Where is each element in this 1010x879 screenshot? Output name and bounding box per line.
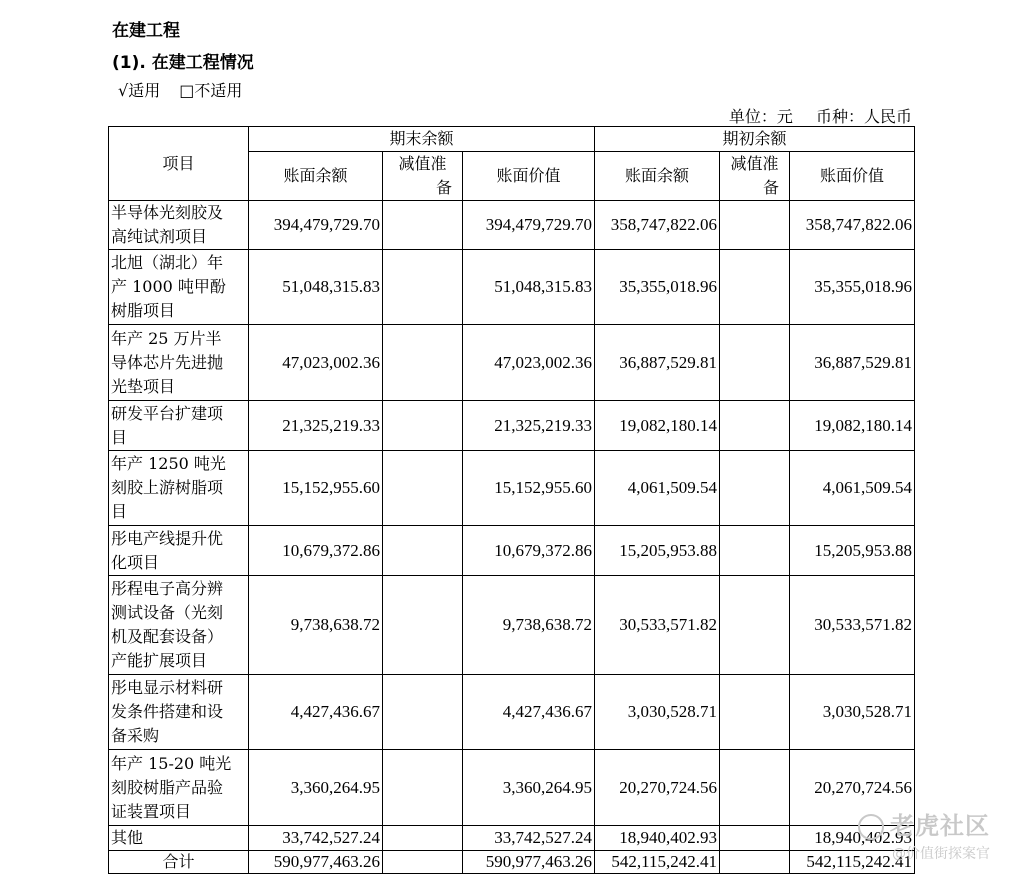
row-end-balance: 10,679,372.86 [249,526,383,576]
total-begin-balance: 542,115,242.41 [595,851,720,874]
row-end-value: 47,023,002.36 [463,325,595,401]
table-row [109,325,915,401]
row-end-value: 10,679,372.86 [463,526,595,576]
row-begin-value: 30,533,571.82 [790,576,915,675]
row-item-name: 彤电显示材料研 发条件搭建和设 备采购 [109,675,249,750]
header-begin-book-value: 账面价值 [790,152,915,201]
row-end-balance: 4,427,436.67 [249,675,383,750]
row-begin-value: 4,061,509.54 [790,451,915,526]
row-end-balance: 51,048,315.83 [249,250,383,325]
row-item-name: 彤电产线提升优 化项目 [109,526,249,576]
total-end-value: 590,977,463.26 [463,851,595,874]
total-row [109,851,915,874]
row-begin-value: 15,205,953.88 [790,526,915,576]
row-end-balance: 47,023,002.36 [249,325,383,401]
row-end-value: 394,479,729.70 [463,201,595,250]
row-item-name: 年产 15-20 吨光 刻胶树脂产品验 证装置项目 [109,750,249,826]
header-end-book-value: 账面价值 [463,152,595,201]
row-begin-value: 20,270,724.56 [790,750,915,826]
table-row [109,576,915,675]
row-end-impairment [383,576,463,675]
subsection-title: (1). 在建工程情况 [112,53,254,73]
row-begin-balance: 35,355,018.96 [595,250,720,325]
row-end-impairment [383,401,463,451]
row-end-impairment [383,750,463,826]
unit-label: 单位：元 [728,107,793,126]
row-end-impairment [383,201,463,250]
row-end-impairment [383,250,463,325]
row-end-impairment [383,675,463,750]
row-end-impairment [383,451,463,526]
row-begin-balance: 18,940,402.93 [595,826,720,851]
row-begin-impairment [720,451,790,526]
total-label: 合计 [109,851,249,874]
applicable-option: √适用 [118,81,161,100]
row-begin-balance: 3,030,528.71 [595,675,720,750]
row-begin-value: 18,940,402.93 [790,826,915,851]
table-row [109,451,915,526]
row-begin-impairment [720,675,790,750]
row-begin-impairment [720,750,790,826]
row-begin-balance: 20,270,724.56 [595,750,720,826]
header-end-book-balance: 账面余额 [249,152,383,201]
row-item-name: 年产 1250 吨光 刻胶上游树脂项 目 [109,451,249,526]
row-begin-impairment [720,576,790,675]
row-begin-impairment [720,250,790,325]
row-item-name: 半导体光刻胶及 高纯试剂项目 [109,201,249,250]
row-begin-balance: 358,747,822.06 [595,201,720,250]
table-row [109,201,915,250]
row-begin-value: 35,355,018.96 [790,250,915,325]
row-begin-value: 3,030,528.71 [790,675,915,750]
row-end-balance: 21,325,219.33 [249,401,383,451]
header-end-impairment: 减值准 备 [383,152,463,201]
row-end-value: 3,360,264.95 [463,750,595,826]
row-begin-value: 358,747,822.06 [790,201,915,250]
row-begin-balance: 30,533,571.82 [595,576,720,675]
row-end-balance: 33,742,527.24 [249,826,383,851]
header-begin-book-balance: 账面余额 [595,152,720,201]
total-begin-impairment [720,851,790,874]
table-row [109,401,915,451]
header-item: 项目 [109,127,249,201]
row-end-balance: 9,738,638.72 [249,576,383,675]
row-end-impairment [383,325,463,401]
unit-line [711,104,912,127]
watermark [858,806,990,863]
row-end-value: 21,325,219.33 [463,401,595,451]
row-item-name: 其他 [109,826,249,851]
row-item-name: 彤程电子高分辨 测试设备（光刻 机及配套设备） 产能扩展项目 [109,576,249,675]
row-begin-impairment [720,826,790,851]
row-begin-impairment [720,201,790,250]
row-begin-value: 36,887,529.81 [790,325,915,401]
row-begin-value: 19,082,180.14 [790,401,915,451]
row-item-name: 研发平台扩建项 目 [109,401,249,451]
watermark-logo: 老虎社区 [858,806,990,841]
table-row [109,526,915,576]
watermark-author: @价值街探案官 [892,846,990,862]
row-end-impairment [383,826,463,851]
row-begin-balance: 19,082,180.14 [595,401,720,451]
table-row [109,675,915,750]
row-end-value: 15,152,955.60 [463,451,595,526]
row-end-balance: 394,479,729.70 [249,201,383,250]
row-end-value: 9,738,638.72 [463,576,595,675]
row-end-value: 51,048,315.83 [463,250,595,325]
row-end-value: 4,427,436.67 [463,675,595,750]
total-begin-value: 542,115,242.41 [790,851,915,874]
total-end-impairment [383,851,463,874]
row-begin-impairment [720,325,790,401]
header-period-begin: 期初余额 [595,127,915,152]
row-begin-balance: 36,887,529.81 [595,325,720,401]
row-item-name: 北旭（湖北）年 产 1000 吨甲酚 树脂项目 [109,250,249,325]
section-title: 在建工程 [112,21,180,41]
row-end-balance: 15,152,955.60 [249,451,383,526]
header-begin-impairment: 减值准 备 [720,152,790,201]
row-begin-impairment [720,401,790,451]
total-end-balance: 590,977,463.26 [249,851,383,874]
currency-label: 币种：人民币 [815,107,912,126]
applicability [118,78,256,101]
row-item-name: 年产 25 万片半 导体芯片先进抛 光垫项目 [109,325,249,401]
row-end-value: 33,742,527.24 [463,826,595,851]
not-applicable-option: □不适用 [179,81,243,100]
row-begin-balance: 4,061,509.54 [595,451,720,526]
row-end-balance: 3,360,264.95 [249,750,383,826]
tiger-logo-icon [858,814,884,840]
table-row [109,750,915,826]
row-end-impairment [383,526,463,576]
header-period-end: 期末余额 [249,127,595,152]
table-row [109,250,915,325]
row-begin-impairment [720,526,790,576]
row-begin-balance: 15,205,953.88 [595,526,720,576]
table-row [109,826,915,851]
construction-in-progress-table [108,126,915,874]
